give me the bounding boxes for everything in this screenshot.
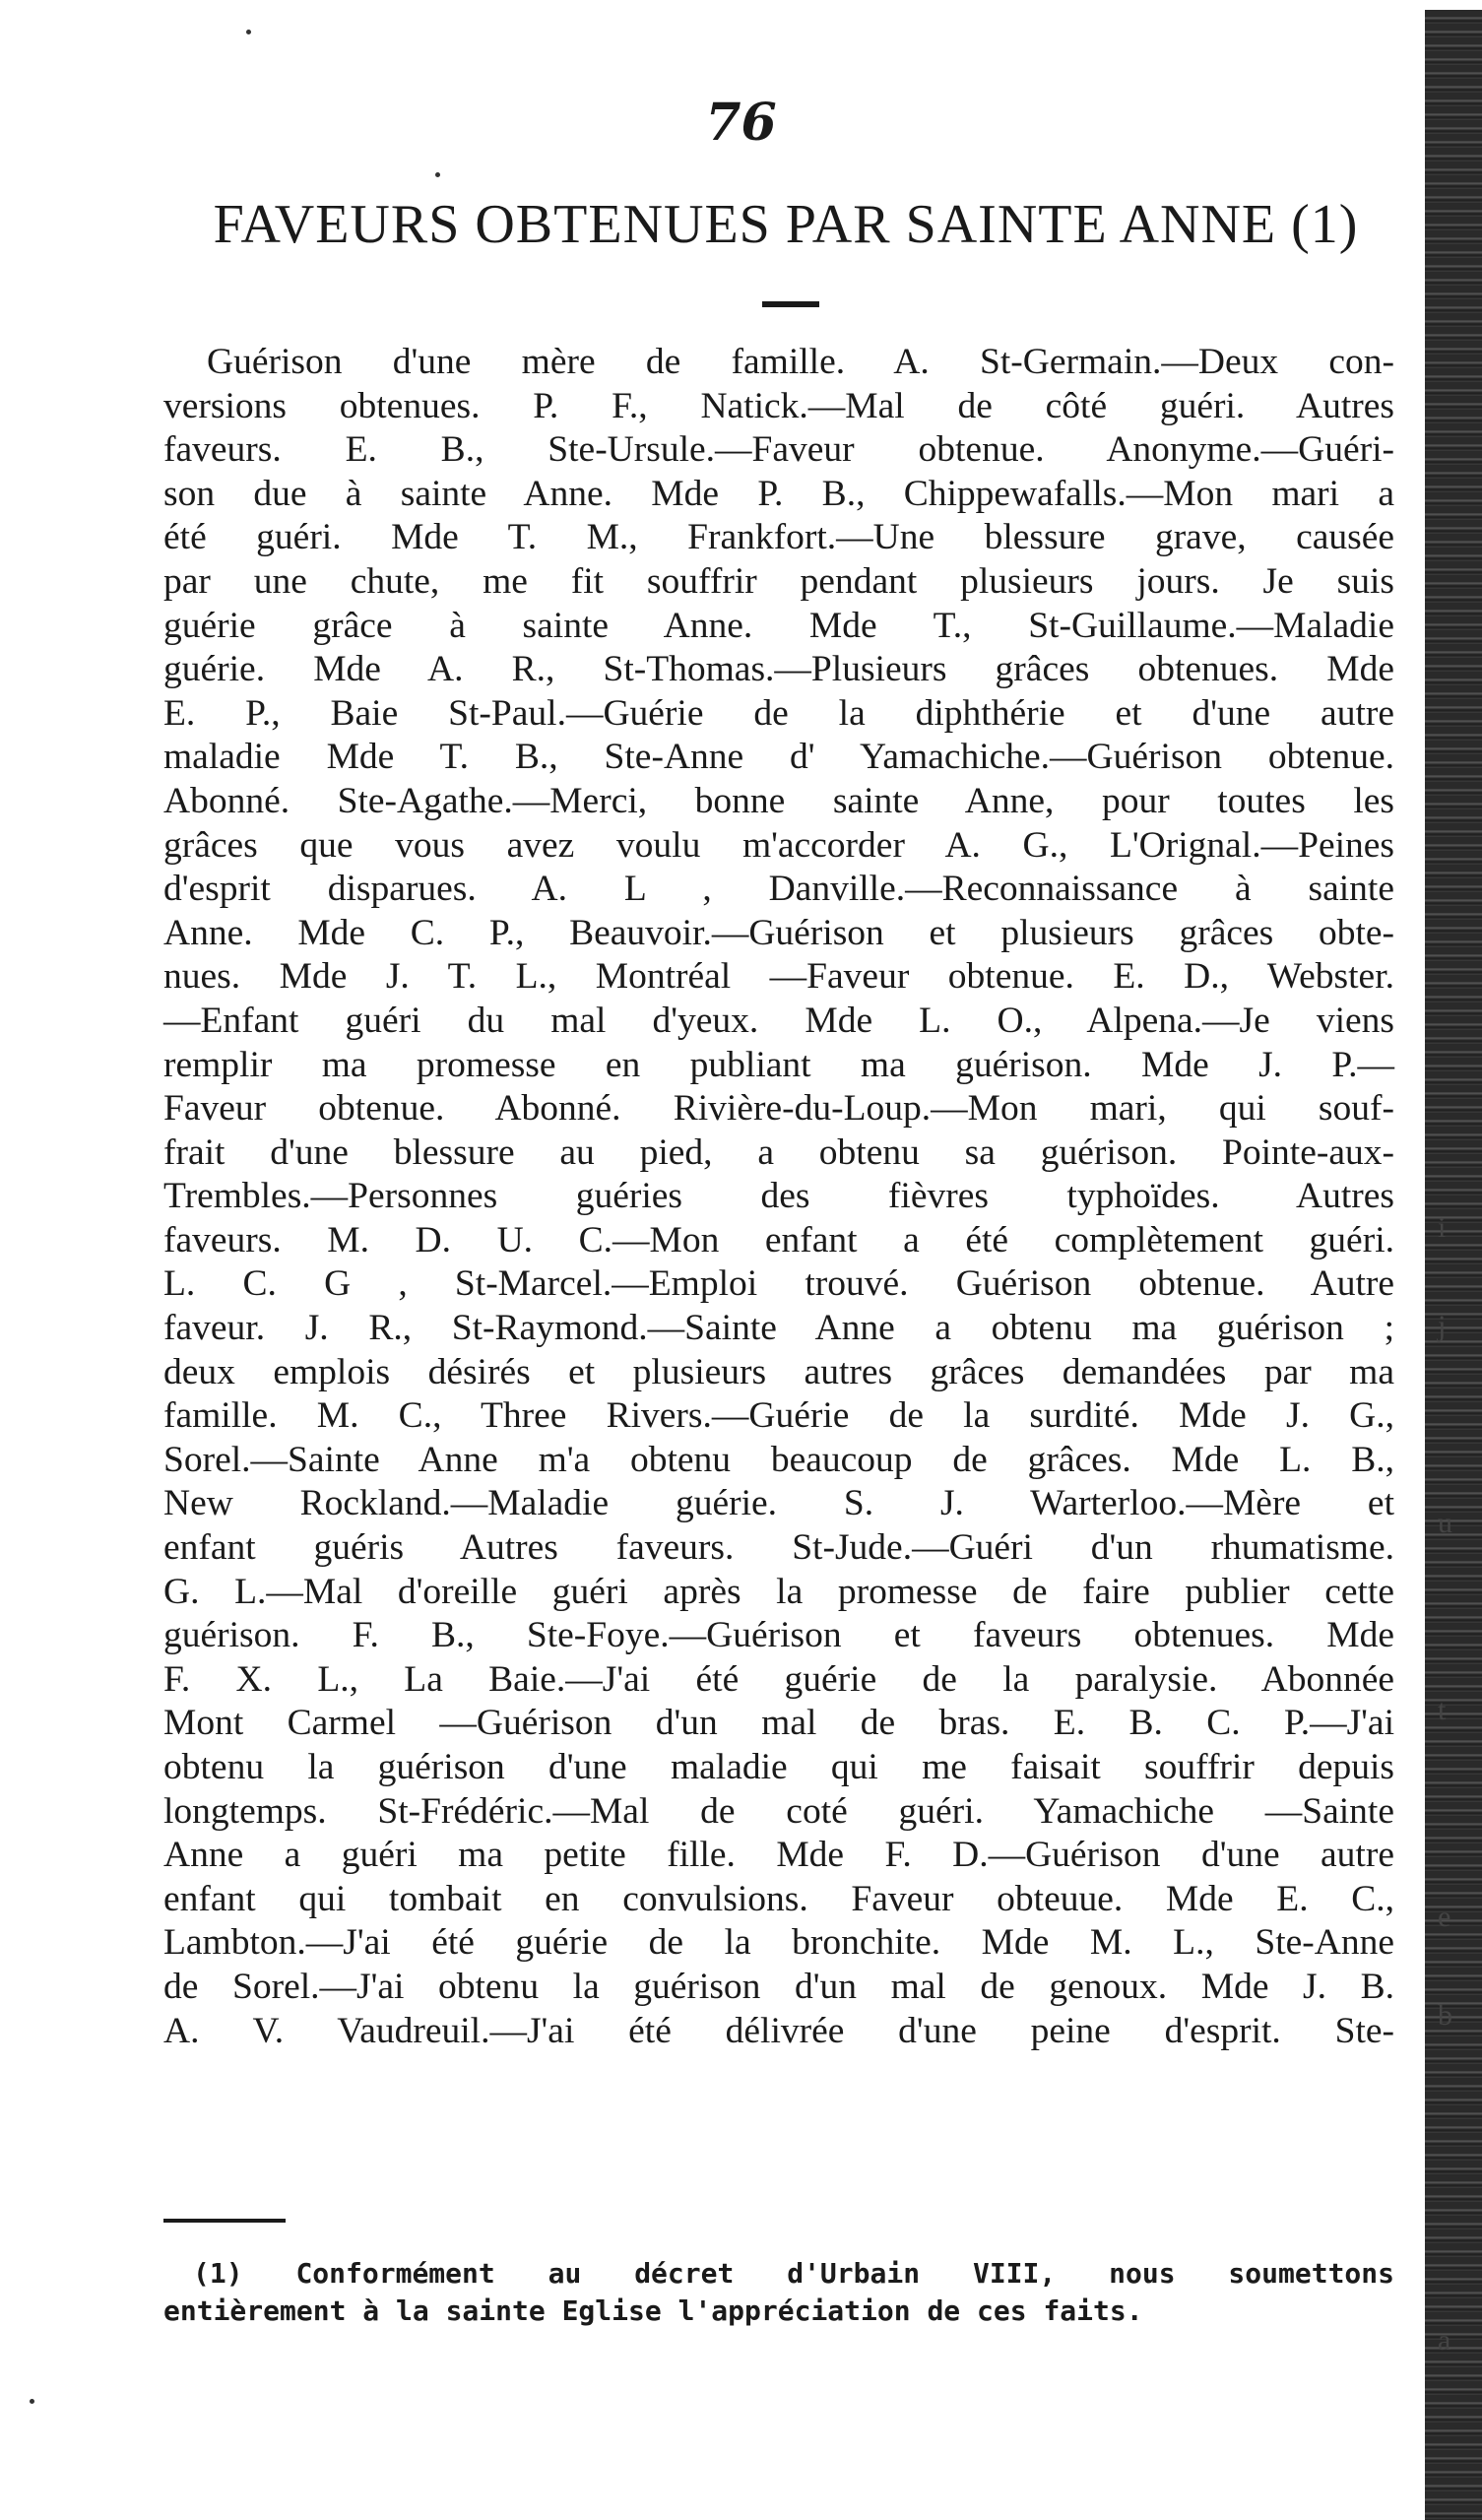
body-text: [163, 341, 1394, 2053]
binding-letter: j: [1438, 1310, 1447, 1342]
body-line: L. C. G , St-Marcel.—Emploi trouvé. Guérison obtenue. Autre: [163, 1263, 1394, 1305]
body-line: d'esprit disparues. A. L , Danville.—Reconnaissance à sainte: [163, 869, 1394, 910]
body-line: E. P., Baie St-Paul.—Guérie de la diphthérie et d'une autre: [163, 692, 1394, 734]
body-line: faveurs. E. B., Ste-Ursule.—Faveur obtenue. Anonyme.—Guéri-: [163, 429, 1394, 471]
title-divider: [762, 301, 819, 307]
body-line: enfant guéris Autres faveurs. St-Jude.—Guéri d'un rhumatisme.: [163, 1527, 1394, 1569]
body-line: par une chute, me fit souffrir pendant plusieurs jours. Je suis: [163, 560, 1394, 602]
body-line: son due à sainte Anne. Mde P. B., Chippewafalls.—Mon mari a: [163, 473, 1394, 514]
body-line: —Enfant guéri du mal d'yeux. Mde L. O., Alpena.—Je viens: [163, 1000, 1394, 1041]
body-line: guérie. Mde A. R., St-Thomas.—Plusieurs grâces obtenues. Mde: [163, 649, 1394, 690]
footnote-divider: [163, 2219, 286, 2223]
speck-mark: [30, 2399, 34, 2404]
body-line: Sorel.—Sainte Anne m'a obtenu beaucoup de grâces. Mde L. B.,: [163, 1439, 1394, 1480]
speck-mark: [246, 30, 251, 34]
footnote-line: (1) Conformément au décret d'Urbain VIII, nous soumettons: [193, 2257, 1394, 2290]
binding-edge: [1425, 10, 1482, 2520]
body-line: enfant qui tombait en convulsions. Faveur obteuue. Mde E. C.,: [163, 1878, 1394, 1919]
page-number: 76: [705, 93, 777, 153]
body-line: New Rockland.—Maladie guérie. S. J. Warterloo.—Mère et: [163, 1483, 1394, 1524]
footnote: [163, 2255, 1394, 2330]
body-line: maladie Mde T. B., Ste-Anne d' Yamachiche.—Guérison obtenue.: [163, 737, 1394, 778]
body-line: Trembles.—Personnes guéries des fièvres typhoïdes. Autres: [163, 1176, 1394, 1217]
body-line: A. V. Vaudreuil.—J'ai été délivrée d'une peine d'esprit. Ste-: [163, 2010, 1394, 2051]
body-line: guérie grâce à sainte Anne. Mde T., St-Guillaume.—Maladie: [163, 605, 1394, 646]
body-line: faveurs. M. D. U. C.—Mon enfant a été complètement guéri.: [163, 1219, 1394, 1260]
body-line: longtemps. St-Frédéric.—Mal de coté guéri. Yamachiche —Sainte: [163, 1790, 1394, 1832]
binding-letter: b: [1438, 1999, 1452, 2032]
body-line: deux emplois désirés et plusieurs autres grâces demandées par ma: [163, 1351, 1394, 1392]
body-line: grâces que vous avez voulu m'accorder A. G., L'Orignal.—Peines: [163, 824, 1394, 866]
speck-mark: [435, 172, 440, 177]
body-line: frait d'une blessure au pied, a obtenu sa guérison. Pointe-aux-: [163, 1131, 1394, 1173]
body-line: G. L.—Mal d'oreille guéri après la promesse de faire publier cette: [163, 1571, 1394, 1612]
body-line: Lambton.—J'ai été guérie de la bronchite. Mde M. L., Ste-Anne: [163, 1922, 1394, 1964]
page-title: FAVEURS OBTENUES PAR SAINTE ANNE (1): [213, 194, 1359, 255]
binding-letter: i: [1438, 1211, 1447, 1244]
body-line: Abonné. Ste-Agathe.—Merci, bonne sainte Anne, pour toutes les: [163, 780, 1394, 821]
body-line: de Sorel.—J'ai obtenu la guérison d'un mal de genoux. Mde J. B.: [163, 1966, 1394, 2007]
body-line: F. X. L., La Baie.—J'ai été guérie de la paralysie. Abonnée: [163, 1658, 1394, 1700]
body-line: été guéri. Mde T. M., Frankfort.—Une blessure grave, causée: [163, 517, 1394, 558]
body-line: Guérison d'une mère de famille. A. St-Germain.—Deux con-: [207, 342, 1394, 382]
footnote-line: entièrement à la sainte Eglise l'appréciation de ces faits.: [163, 2294, 1143, 2327]
body-line: remplir ma promesse en publiant ma guérison. Mde J. P.—: [163, 1044, 1394, 1085]
body-line: Mont Carmel —Guérison d'un mal de bras. E. B. C. P.—J'ai: [163, 1703, 1394, 1744]
body-line: guérison. F. B., Ste-Foye.—Guérison et faveurs obtenues. Mde: [163, 1615, 1394, 1656]
binding-letter: a: [1438, 2324, 1451, 2357]
body-line: Anne. Mde C. P., Beauvoir.—Guérison et plusieurs grâces obte-: [163, 912, 1394, 953]
body-line: famille. M. C., Three Rivers.—Guérie de la surdité. Mde J. G.,: [163, 1395, 1394, 1437]
body-line: Faveur obtenue. Abonné. Rivière-du-Loup.—Mon mari, qui souf-: [163, 1088, 1394, 1130]
binding-letter: t: [1438, 1694, 1447, 1726]
binding-letter: e: [1438, 1901, 1451, 1933]
body-line: faveur. J. R., St-Raymond.—Sainte Anne a obtenu ma guérison ;: [163, 1308, 1394, 1349]
body-line: obtenu la guérison d'une maladie qui me faisait souffrir depuis: [163, 1747, 1394, 1787]
binding-letter: u: [1438, 1507, 1452, 1539]
body-line: versions obtenues. P. F., Natick.—Mal de côté guéri. Autres: [163, 385, 1394, 426]
body-line: Anne a guéri ma petite fille. Mde F. D.—Guérison d'une autre: [163, 1835, 1394, 1876]
body-line: nues. Mde J. T. L., Montréal —Faveur obtenue. E. D., Webster.: [163, 956, 1394, 998]
